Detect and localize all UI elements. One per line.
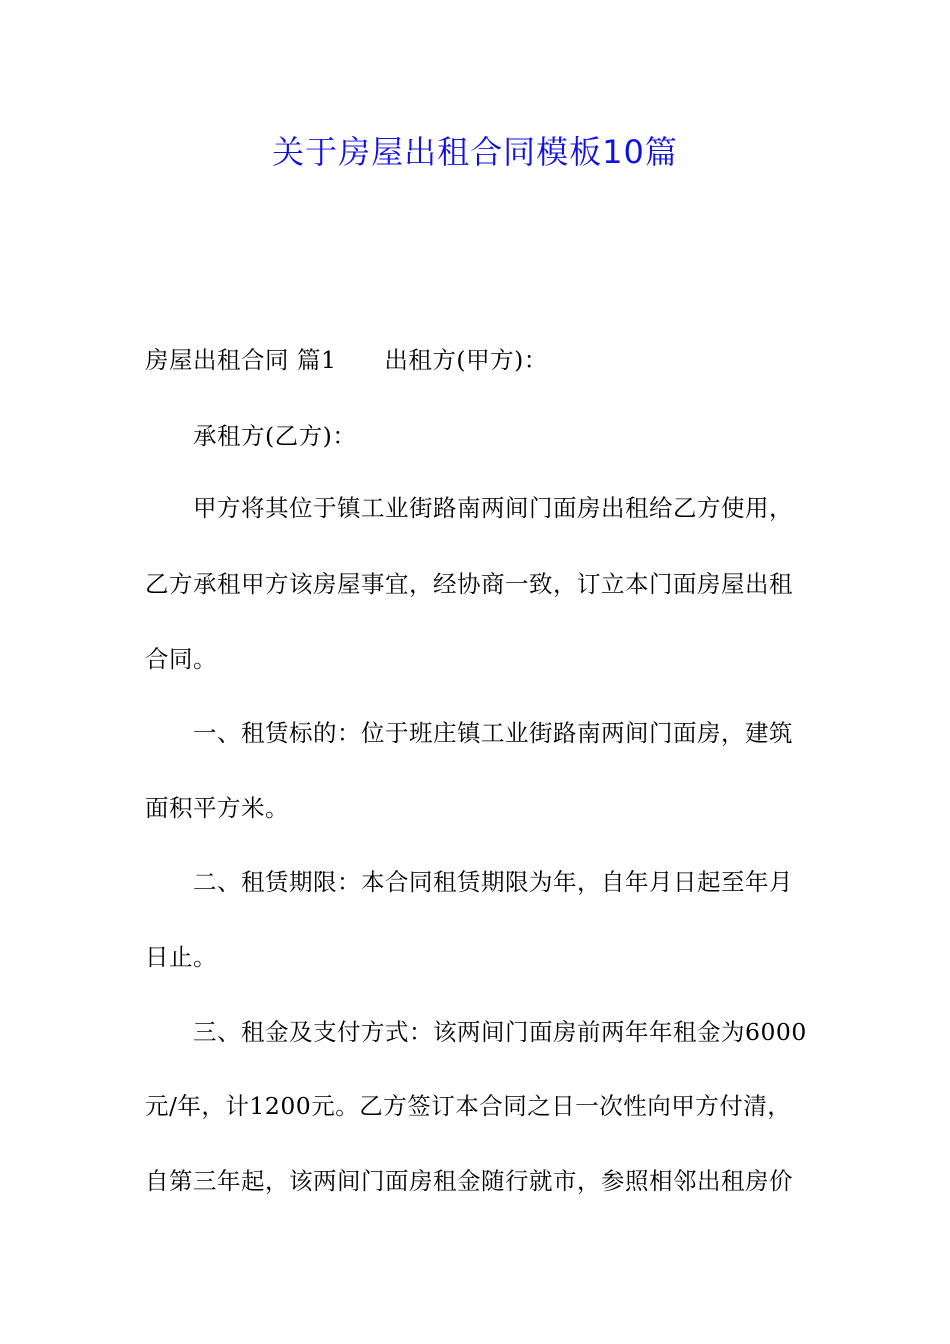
lessee-label: 承租方(乙方)： xyxy=(193,422,357,450)
paragraph-line: 三、租金及支付方式：该两间门面房前两年年租金为6000 xyxy=(193,1018,807,1046)
paragraph-line: 日止。 xyxy=(145,943,217,971)
paragraph-line: 乙方承租甲方该房屋事宜，经协商一致，订立本门面房屋出租 xyxy=(145,570,793,598)
lessor-label: 出租方(甲方)： xyxy=(384,346,548,374)
paragraph-line: 甲方将其位于镇工业街路南两间门面房出租给乙方使用， xyxy=(193,494,793,522)
paragraph-line: 元/年，计1200元。乙方签订本合同之日一次性向甲方付清， xyxy=(145,1092,792,1120)
paragraph-line: 二、租赁期限：本合同租赁期限为年，自年月日起至年月 xyxy=(193,868,793,896)
paragraph-line: 自第三年起，该两间门面房租金随行就市，参照相邻出租房价 xyxy=(145,1167,793,1195)
paragraph-line: 面积平方米。 xyxy=(145,794,289,822)
document-title: 关于房屋出租合同模板10篇 xyxy=(272,133,678,171)
paragraph-line: 合同。 xyxy=(145,645,217,673)
paragraph-line: 一、租赁标的：位于班庄镇工业街路南两间门面房，建筑 xyxy=(193,719,793,747)
contract-heading: 房屋出租合同 篇1 xyxy=(145,346,337,374)
heading-line xyxy=(145,340,825,380)
